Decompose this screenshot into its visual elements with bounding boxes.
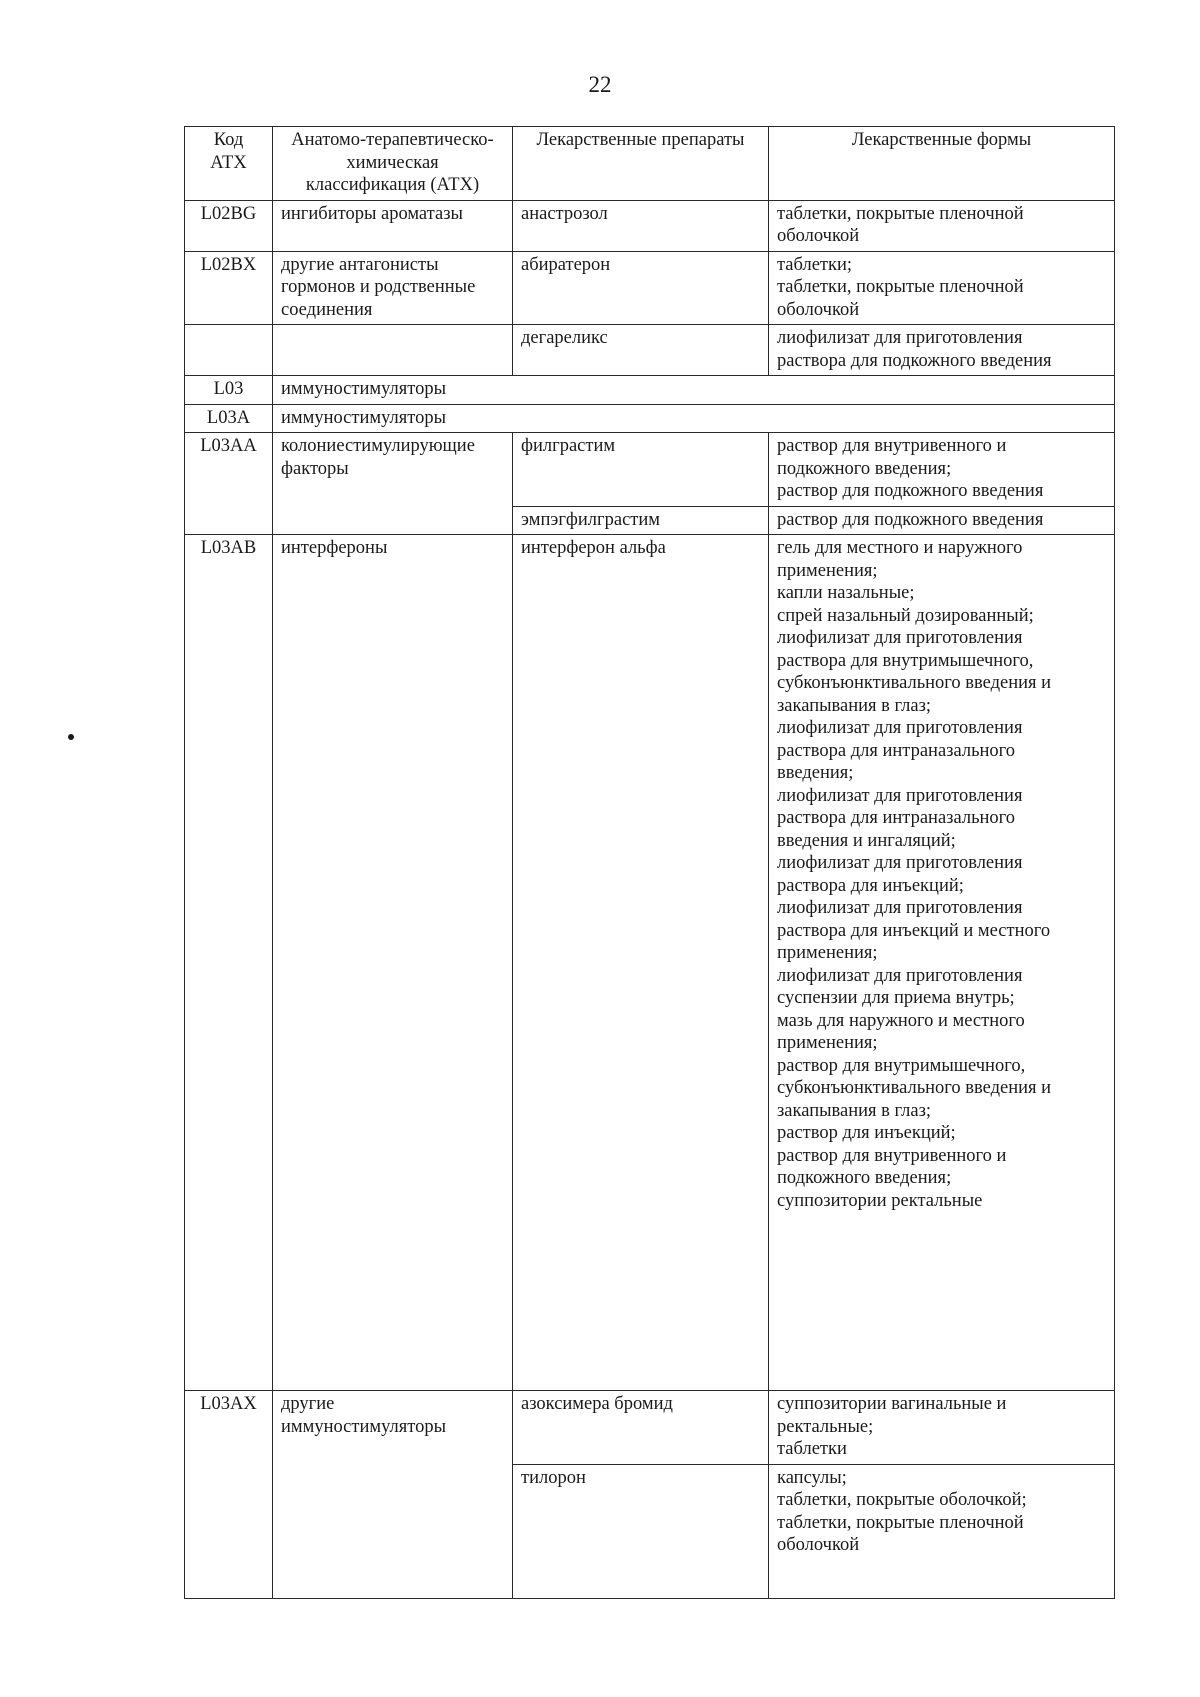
drug-cell: интерферон альфа bbox=[513, 535, 769, 1391]
classification-cell: другие антагонисты гормонов и родственные соединения bbox=[273, 251, 513, 325]
table-header-row bbox=[185, 127, 1115, 201]
forms-cell: капсулы; таблетки, покрытые оболочкой; таблетки, покрытые пленочной оболочкой bbox=[769, 1464, 1115, 1598]
empty-code-cell bbox=[185, 325, 273, 376]
drug-cell: тилорон bbox=[513, 1464, 769, 1598]
drug-cell: абиратерон bbox=[513, 251, 769, 325]
code-cell: L03A bbox=[185, 404, 273, 433]
classification-cell: ингибиторы ароматазы bbox=[273, 200, 513, 251]
table-row-l02bx-2 bbox=[185, 325, 1115, 376]
header-classification: Анатомо-терапевтическо- химическая классификация (АТХ) bbox=[273, 127, 513, 201]
header-forms: Лекарственные формы bbox=[769, 127, 1115, 201]
drug-cell: филграстим bbox=[513, 433, 769, 507]
code-cell: L03 bbox=[185, 376, 273, 405]
classification-cell: колониестимулирующие факторы bbox=[273, 433, 513, 535]
table-row-l02bg bbox=[185, 200, 1115, 251]
forms-cell: лиофилизат для приготовления раствора для подкожного введения bbox=[769, 325, 1115, 376]
code-cell: L03AB bbox=[185, 535, 273, 1391]
forms-cell: гель для местного и наружного применения; капли назальные; спрей назальный дозированный; лиофилизат для приготовления раствора для внутримышечного, субконъюнктивального введения и закапывания в глаз; лиофилизат для приготовления раствора для интраназального введения; лиофилизат для приготовления раствора для интраназального введения и ингаляций; лиофилизат для приготовления раствора для инъекций; лиофилизат для приготовления раствора для инъекций и местного применения; лиофилизат для приготовления суспензии для приема внутрь; мазь для наружного и местного применения; раствор для внутримышечного, субконъюнктивального введения и закапывания в глаз; раствор для инъекций; раствор для внутривенного и подкожного введения; суппозитории ректальные bbox=[769, 535, 1115, 1391]
table-row-l03a bbox=[185, 404, 1115, 433]
header-code: Код АТХ bbox=[185, 127, 273, 201]
drug-cell: азоксимера бромид bbox=[513, 1391, 769, 1465]
classification-cell: другие иммуностимуляторы bbox=[273, 1391, 513, 1599]
header-drugs: Лекарственные препараты bbox=[513, 127, 769, 201]
code-cell: L03AA bbox=[185, 433, 273, 535]
table-row-l03aa bbox=[185, 433, 1115, 507]
drug-cell: дегареликс bbox=[513, 325, 769, 376]
table-row-l02bx bbox=[185, 251, 1115, 325]
classification-cell: иммуностимуляторы bbox=[273, 404, 1115, 433]
stray-dot bbox=[68, 734, 74, 740]
table-row-l03 bbox=[185, 376, 1115, 405]
forms-cell: раствор для внутривенного и подкожного введения; раствор для подкожного введения bbox=[769, 433, 1115, 507]
drug-cell: анастрозол bbox=[513, 200, 769, 251]
atx-table bbox=[184, 126, 1115, 1599]
drug-cell: эмпэгфилграстим bbox=[513, 506, 769, 535]
table-row-l03ax bbox=[185, 1391, 1115, 1465]
table-row-l03ab bbox=[185, 535, 1115, 1391]
empty-classification-cell bbox=[273, 325, 513, 376]
code-cell: L02BG bbox=[185, 200, 273, 251]
code-cell: L03AX bbox=[185, 1391, 273, 1599]
forms-cell: таблетки, покрытые пленочной оболочкой bbox=[769, 200, 1115, 251]
code-cell: L02BX bbox=[185, 251, 273, 325]
classification-cell: иммуностимуляторы bbox=[273, 376, 1115, 405]
page-number: 22 bbox=[588, 72, 612, 97]
forms-cell: суппозитории вагинальные и ректальные; таблетки bbox=[769, 1391, 1115, 1465]
forms-cell: раствор для подкожного введения bbox=[769, 506, 1115, 535]
classification-cell: интерфероны bbox=[273, 535, 513, 1391]
forms-cell: таблетки; таблетки, покрытые пленочной оболочкой bbox=[769, 251, 1115, 325]
